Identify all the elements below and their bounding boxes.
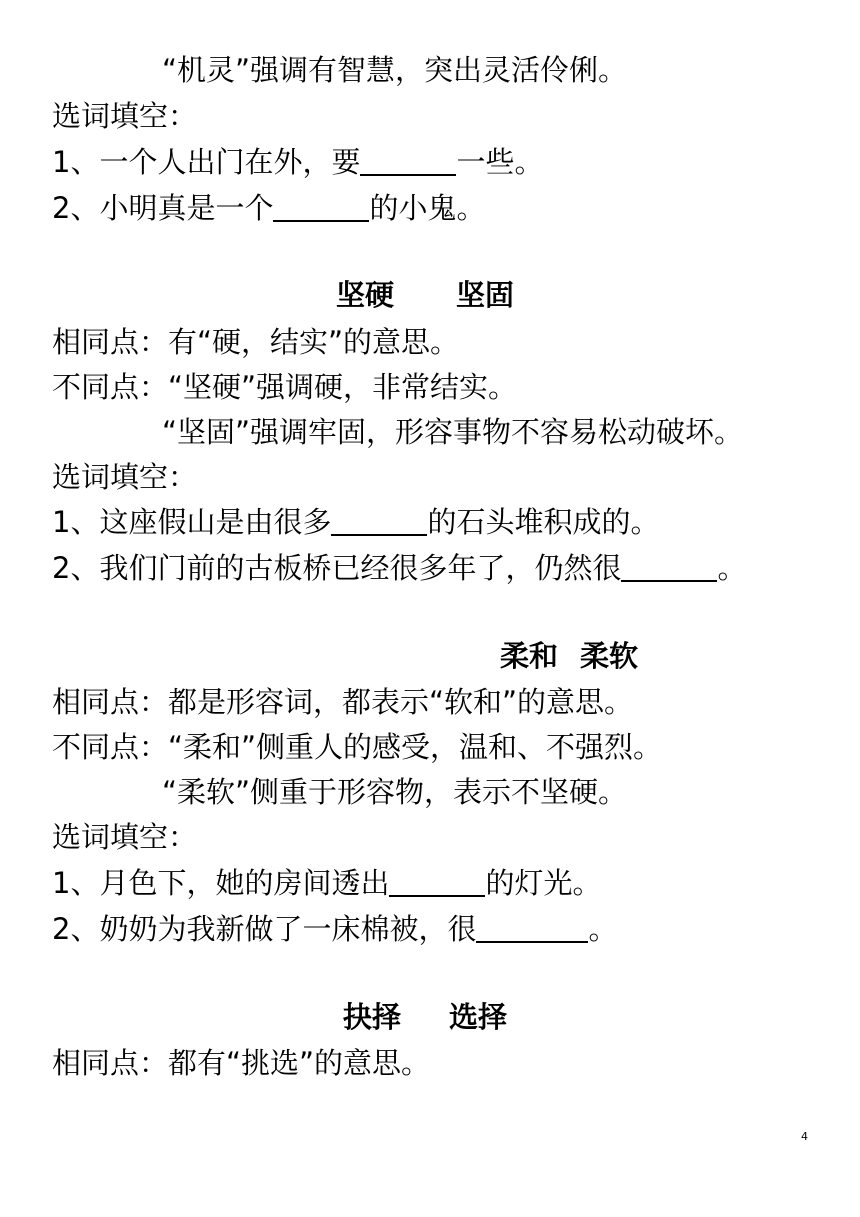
answer-blank[interactable] — [273, 190, 369, 222]
question-text-after: 。 — [588, 912, 618, 946]
question-text-before: 1、月色下，她的房间透出 — [52, 866, 390, 900]
question-1 — [52, 865, 601, 901]
question-text-after: 。 — [717, 551, 747, 585]
fill-in-label: 选词填空： — [52, 99, 198, 133]
difference-line-2: “机灵”强调有智慧，突出灵活伶俐。 — [162, 53, 628, 87]
question-2 — [52, 911, 617, 947]
word-1: 柔和 — [500, 639, 559, 673]
answer-blank[interactable] — [476, 911, 588, 943]
similarity-line: 相同点：都是形容词，都表示“软和”的意思。 — [52, 685, 634, 719]
word-pair-heading — [343, 999, 507, 1035]
word-pair-heading — [336, 277, 514, 313]
difference-line-1: 不同点：“坚硬”强调硬，非常结实。 — [52, 370, 518, 404]
question-text-after: 一些。 — [456, 145, 544, 179]
answer-blank[interactable] — [331, 504, 427, 536]
similarity-line: 相同点：都有“挑选”的意思。 — [52, 1046, 431, 1080]
answer-blank[interactable] — [360, 144, 456, 176]
answer-blank[interactable] — [621, 550, 717, 582]
page-number: 4 — [801, 1130, 808, 1143]
question-text-before: 1、这座假山是由很多 — [52, 505, 332, 539]
similarity-line: 相同点：有“硬，结实”的意思。 — [52, 325, 460, 359]
question-text-after: 的灯光。 — [485, 866, 602, 900]
difference-line-1: 不同点：“柔和”侧重人的感受，温和、不强烈。 — [52, 730, 663, 764]
difference-line-2: “柔软”侧重于形容物，表示不坚硬。 — [162, 775, 628, 809]
word-1: 坚硬 — [336, 278, 395, 312]
word-pair-heading — [500, 638, 638, 674]
difference-line-2: “坚固”强调牢固，形容事物不容易松动破坏。 — [162, 415, 744, 449]
question-1 — [52, 144, 543, 180]
word-2: 选择 — [449, 1000, 508, 1034]
question-2 — [52, 550, 746, 586]
question-1 — [52, 504, 659, 540]
question-text-before: 2、我们门前的古板桥已经很多年了，仍然很 — [52, 551, 622, 585]
fill-in-label: 选词填空： — [52, 820, 198, 854]
word-1: 抉择 — [343, 1000, 402, 1034]
question-text-before: 2、小明真是一个 — [52, 191, 274, 225]
question-text-after: 的小鬼。 — [369, 191, 486, 225]
question-text-after: 的石头堆积成的。 — [427, 505, 660, 539]
question-text-before: 2、奶奶为我新做了一床棉被，很 — [52, 912, 477, 946]
answer-blank[interactable] — [389, 865, 485, 897]
fill-in-label: 选词填空： — [52, 460, 198, 494]
question-text-before: 1、一个人出门在外，要 — [52, 145, 361, 179]
question-2 — [52, 190, 485, 226]
word-2: 柔软 — [580, 639, 639, 673]
word-2: 坚固 — [456, 278, 515, 312]
